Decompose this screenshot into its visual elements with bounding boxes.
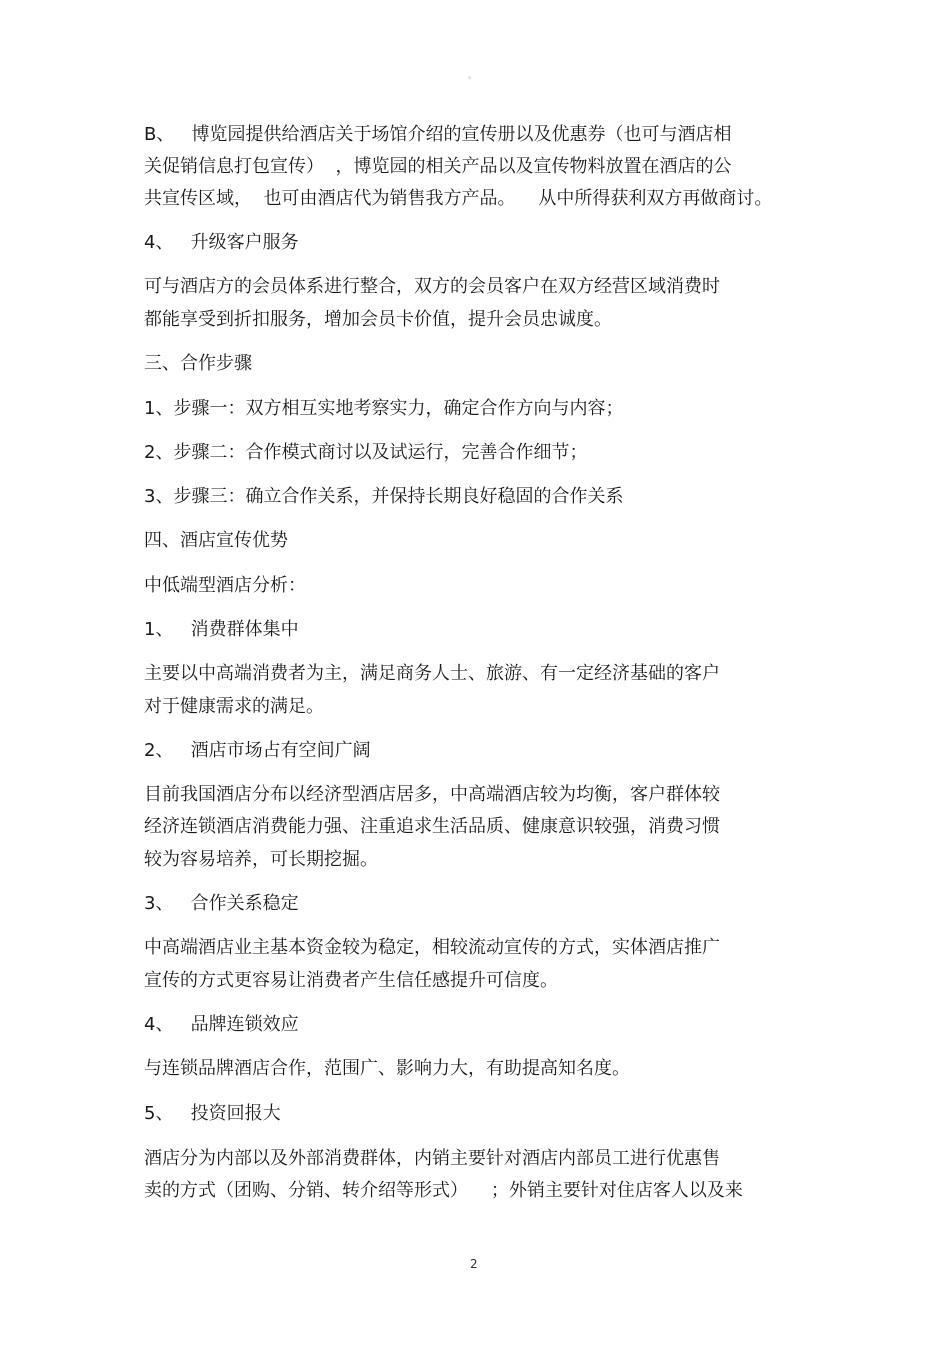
body-line: 可与酒店方的会员体系进行整合，双方的会员客户在双方经营区域消费时 [144, 276, 720, 297]
step-line: 2、步骤二：合作模式商讨以及试运行，完善合作细节； [144, 442, 588, 463]
section-heading: 4、 升级客户服务 [144, 232, 299, 253]
body-line: 与连锁品牌酒店合作，范围广、影响力大，有助提高知名度。 [144, 1058, 630, 1079]
body-line: 酒店分为内部以及外部消费群体，内销主要针对酒店内部员工进行优惠售 [144, 1148, 720, 1169]
body-line: 都能享受到折扣服务，增加会员卡价值，提升会员忠诚度。 [144, 309, 612, 330]
section-heading: 三、合作步骤 [144, 353, 252, 374]
body-line: 关促销信息打包宣传） ，博览园的相关产品以及宣传物料放置在酒店的公 [144, 156, 732, 177]
section-heading: 2、 酒店市场占有空间广阔 [144, 740, 371, 761]
body-line: 主要以中高端消费者为主，满足商务人士、旅游、有一定经济基础的客户 [144, 663, 720, 684]
body-line: 中高端酒店业主基本资金较为稳定，相较流动宣传的方式，实体酒店推广 [144, 937, 720, 958]
body-line: 卖的方式（团购、分销、转介绍等形式） ；外销主要针对住店客人以及来 [144, 1180, 743, 1201]
body-line: 较为容易培养，可长期挖掘。 [144, 849, 378, 870]
page-number: 2 [470, 1257, 478, 1271]
header-mark: 。 [468, 71, 478, 81]
section-heading: 中低端型酒店分析： [144, 575, 306, 596]
body-line: 经济连锁酒店消费能力强、注重追求生活品质、健康意识较强，消费习惯 [144, 816, 720, 837]
body-line: B、 博览园提供给酒店关于场馆介绍的宣传册以及优惠券（也可与酒店相 [144, 124, 732, 145]
section-heading: 5、 投资回报大 [144, 1103, 281, 1124]
body-line: 对于健康需求的满足。 [144, 696, 324, 717]
section-heading: 1、 消费群体集中 [144, 619, 299, 640]
body-line: 共宣传区域， 也可由酒店代为销售我方产品。 从中所得获利双方再做商讨。 [144, 188, 773, 209]
body-line: 目前我国酒店分布以经济型酒店居多，中高端酒店较为均衡，客户群体较 [144, 784, 720, 805]
section-heading: 3、 合作关系稳定 [144, 893, 299, 914]
step-line: 1、步骤一：双方相互实地考察实力，确定合作方向与内容； [144, 398, 624, 419]
step-line: 3、步骤三：确立合作关系，并保持长期良好稳固的合作关系 [144, 486, 624, 507]
section-heading: 四、酒店宣传优势 [144, 530, 288, 551]
body-line: 宣传的方式更容易让消费者产生信任感提升可信度。 [144, 970, 558, 991]
section-heading: 4、 品牌连锁效应 [144, 1014, 299, 1035]
